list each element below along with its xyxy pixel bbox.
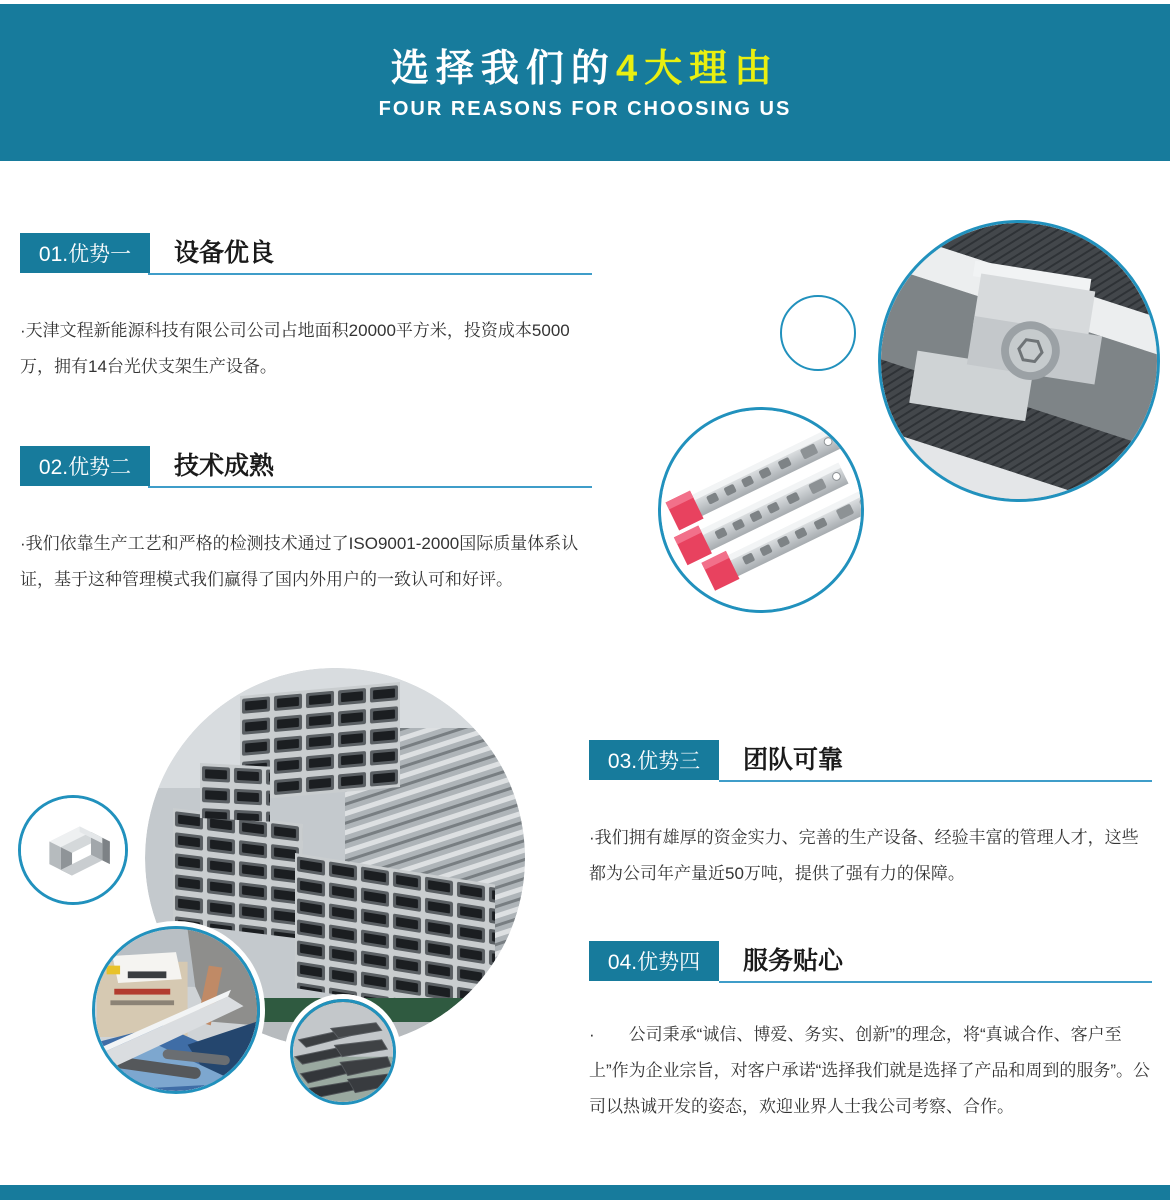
advantage-badge: 04.优势四 bbox=[589, 941, 719, 981]
section-body: · 公司秉承“诚信、博爱、务实、创新”的理念，将“真诚合作、客户至上”作为企业宗旨，对客户承诺“选择我们就是选择了产品和周到的服务”。公司以热诚开发的姿态，欢迎业界人士我公司考察、合作。 bbox=[589, 1025, 1150, 1116]
advantage-section-2 bbox=[20, 446, 592, 598]
advantage-badge: 01.优势一 bbox=[20, 233, 150, 273]
dark-steel-bundles-photo bbox=[293, 1002, 393, 1102]
section-title: 服务贴心 bbox=[743, 947, 844, 975]
section-title: 团队可靠 bbox=[743, 746, 844, 774]
header-banner bbox=[0, 4, 1170, 161]
production-workshop-photo bbox=[95, 929, 257, 1091]
advantage-section-3 bbox=[589, 740, 1152, 892]
section-header bbox=[20, 233, 592, 273]
advantage-badge: 03.优势三 bbox=[589, 740, 719, 780]
section-header bbox=[589, 740, 1152, 780]
image-circle-dark-steel bbox=[290, 999, 396, 1105]
page-title-white: 选择我们的 bbox=[390, 48, 616, 90]
image-circle-u-channel bbox=[18, 795, 128, 905]
page-title-yellow: 4大理由 bbox=[615, 48, 780, 90]
section-divider bbox=[148, 486, 592, 488]
solar-mid-clamp-photo bbox=[881, 223, 1157, 499]
image-circle-clamp bbox=[878, 220, 1160, 502]
advantage-badge: 02.优势二 bbox=[20, 446, 150, 486]
red-capped-slotted-brackets-photo bbox=[661, 410, 861, 610]
section-header bbox=[589, 941, 1152, 981]
section-body: ·天津文程新能源科技有限公司公司占地面积20000平方米，投资成本5000万，拥有14台光伏支架生产设备。 bbox=[20, 321, 570, 376]
image-circle-brackets bbox=[658, 407, 864, 613]
page-title bbox=[0, 46, 1170, 92]
section-title: 技术成熟 bbox=[174, 452, 275, 480]
image-circle-factory bbox=[92, 926, 260, 1094]
section-divider bbox=[148, 273, 592, 275]
section-divider bbox=[719, 780, 1152, 782]
section-body: ·我们依靠生产工艺和严格的检测技术通过了ISO9001-2000国际质量体系认证，基于这种管理模式我们赢得了国内外用户的一致认可和好评。 bbox=[20, 534, 579, 589]
section-divider bbox=[719, 981, 1152, 983]
section-header bbox=[20, 446, 592, 486]
advantage-section-1 bbox=[20, 233, 592, 385]
page-subtitle: FOUR REASONS FOR CHOOSING US bbox=[378, 98, 792, 120]
decorative-circle-outline bbox=[780, 295, 856, 371]
advantage-section-4 bbox=[589, 941, 1152, 1125]
u-channel-steel-photo bbox=[21, 798, 125, 902]
section-body: ·我们拥有雄厚的资金实力、完善的生产设备、经验丰富的管理人才，这些都为公司年产量近50万吨，提供了强有力的保障。 bbox=[589, 828, 1139, 883]
section-title: 设备优良 bbox=[174, 239, 275, 267]
footer-band bbox=[0, 1185, 1170, 1200]
